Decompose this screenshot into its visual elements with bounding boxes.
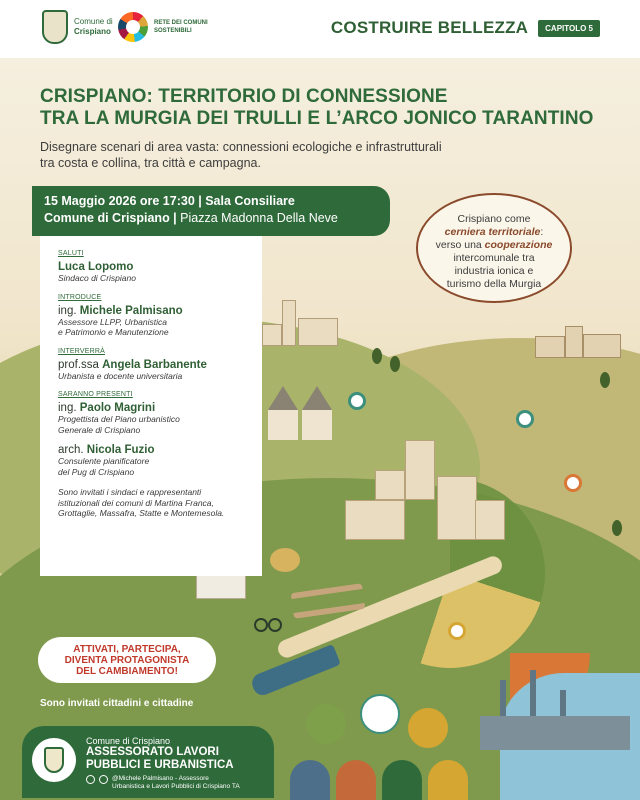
municipality-name: Crispiano [74,27,111,36]
hilltop-town [535,320,625,360]
leaf-icon [306,704,346,744]
speaker-role: Progettista del Piano urbanistico [58,414,180,424]
speaker-role: Generale di Crispiano [58,424,141,435]
facebook-icon[interactable] [86,775,95,784]
speaker-name: ing. Michele Palmisano [58,304,183,317]
event-details-banner [32,186,390,236]
event-subtitle: Disegnare scenari di area vasta: connessioni ecologiche e infrastrutturali tra costa e collina, tra città e campagna. [40,140,442,170]
speaker-name: ing. Paolo Magrini [58,402,156,414]
instagram-icon[interactable] [99,775,108,784]
territorial-hinge-callout: Crispiano come cerniera territoriale: verso una cooperazione intercomunale tra industria ionica e turismo della Murgia [416,193,572,303]
speaker-name: prof.ssa Angela Barbanente [58,358,207,371]
growth-chart-icon [408,708,448,748]
cyclist-icon [258,600,278,632]
event-title: CRISPIANO: TERRITORIO DI CONNESSIONE TRA LA MURGIA DEI TRULLI E L’ARCO JONICO TARANTINO [40,86,594,129]
footer-department: ASSESSORATO LAVORI PUBBLICI E URBANISTICA [86,746,234,771]
chapter-badge: CAPITOLO 5 [538,20,600,37]
event-comune: Comune di Crispiano | [44,211,177,225]
sdg-wheel-icon [118,12,148,42]
speaker-role: Sindaco di Crispiano [58,273,136,283]
brand-block [331,18,600,38]
crest-icon [44,747,64,773]
program-card [40,236,262,576]
network-node [516,410,534,428]
speaker-name: Luca Lopomo [58,261,134,273]
crest-icon [42,10,68,44]
headline [40,86,620,171]
tree [600,372,610,388]
footer-comune: Comune di Crispiano [86,736,171,746]
cypress-tree [390,356,400,372]
speaker-role: del Pug di Crispiano [58,466,135,477]
citizens-group [290,745,490,800]
speaker-role: Urbanista e docente universitaria [58,370,183,381]
speaker-role: e Patrimonio e Manutenzione [58,327,169,337]
rete-label: RETE DEI COMUNI SOSTENIBILI [154,20,208,34]
speaker-name: arch. Nicola Fuzio [58,444,155,456]
speaker-role: Consulente pianificatore [58,456,150,466]
footer-crest-logo [32,738,76,782]
church-village [262,290,352,350]
farmhouse [196,575,246,599]
network-node [564,474,582,492]
comune-logo [42,10,113,44]
top-bar [0,0,640,58]
trulli [268,380,338,440]
institutions-invite-note: Sono invitati i sindaci e rappresentanti istituzionali dei comuni di Martina Franca, Grottaglie, Massafra, Statte e Montemesola. [58,487,225,518]
footer-social [86,775,240,791]
section-label-presenti: SARANNO PRESENTI [58,391,133,398]
event-address: Piazza Madonna Della Neve [176,211,338,225]
event-datetime-venue: 15 Maggio 2026 ore 17:30 | Sala Consiliare [44,194,295,208]
section-label-saluti: SALUTI [58,250,84,257]
community-icon [360,694,400,734]
section-label-interverra: INTERVERRÀ [58,347,105,355]
speaker-role: Assessore LLPP, Urbanistica [58,316,167,327]
citizens-invited-text: Sono invitati cittadini e cittadine [40,698,194,709]
tree [612,520,622,536]
network-node [448,622,466,640]
hay-bale [270,548,300,572]
municipality-label: Comune di [74,17,113,26]
footer-panel [22,726,274,798]
cypress-tree [372,348,382,364]
brand-title: COSTRUIRE BELLEZZA [330,18,529,37]
social-handle: @Michele Palmisano - Assessore [112,775,209,782]
rete-logo [118,12,210,42]
industrial-port [470,660,640,750]
social-handle-desc: Urbanistica e Lavori Pubblici di Crispiano TA [112,783,240,790]
participation-callout: ATTIVATI, PARTECIPA, DIVENTA PROTAGONISTA DEL CAMBIAMENTO! [38,637,216,683]
section-label-introduce: INTRODUCE [58,293,102,301]
crispiano-town [345,440,505,550]
network-node [348,392,366,410]
